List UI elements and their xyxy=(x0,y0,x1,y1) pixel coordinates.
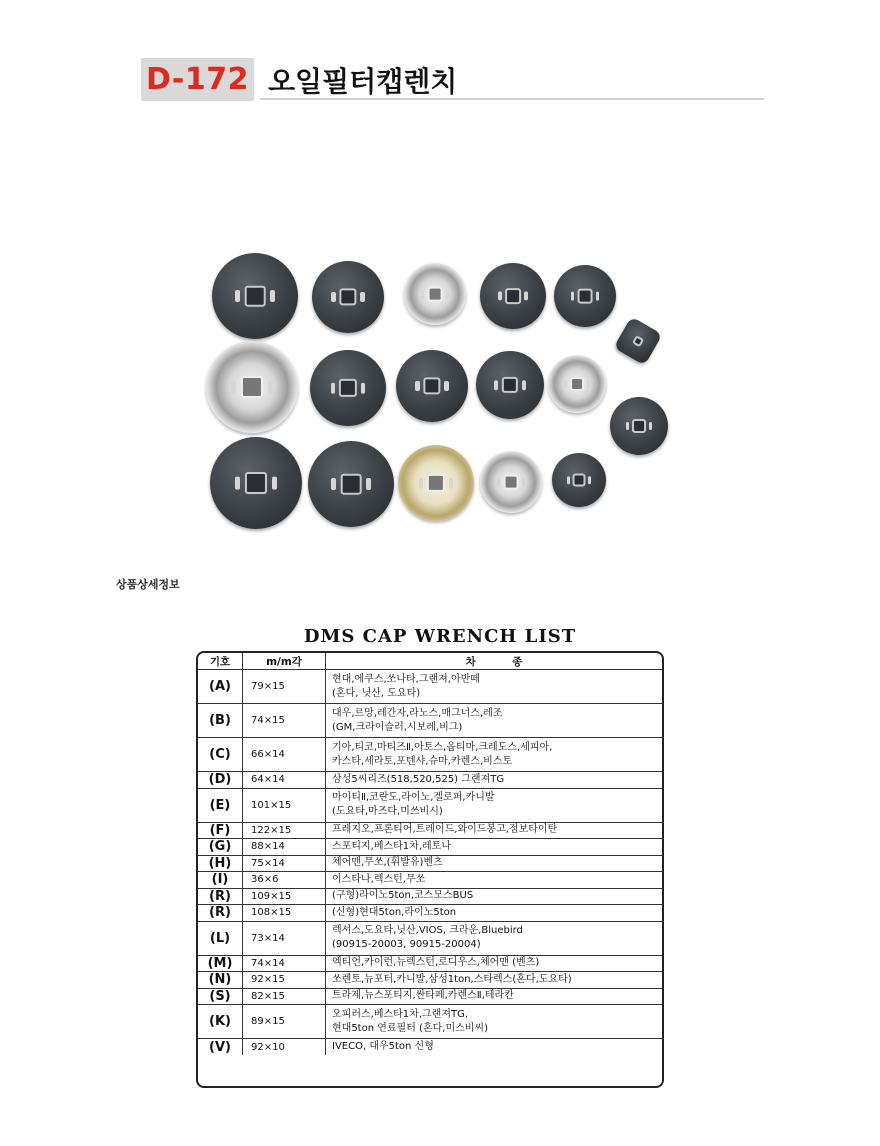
cell-size: 79×15 xyxy=(243,670,326,704)
cap-wrench-image xyxy=(552,453,606,507)
cell-size: 75×14 xyxy=(243,855,326,872)
cell-cars: 체어맨,무쏘,(휘발유)벤츠 xyxy=(326,855,663,872)
cell-size: 73×14 xyxy=(243,921,326,955)
product-code-badge xyxy=(141,58,254,101)
cell-size: 108×15 xyxy=(243,905,326,922)
product-photo xyxy=(200,245,680,535)
table-row xyxy=(198,704,662,738)
cap-wrench-image xyxy=(210,437,302,529)
table-row xyxy=(198,888,662,905)
cell-code: (E) xyxy=(198,788,243,822)
cell-size: 101×15 xyxy=(243,788,326,822)
wrench-list-table xyxy=(196,651,664,1088)
cell-code: (I) xyxy=(198,872,243,889)
table-row xyxy=(198,921,662,955)
cap-wrench-image xyxy=(404,263,466,325)
cell-size: 92×10 xyxy=(243,1039,326,1056)
cell-code: (L) xyxy=(198,921,243,955)
cap-wrench-image xyxy=(212,253,298,339)
table-row xyxy=(198,955,662,972)
cell-code: (F) xyxy=(198,822,243,839)
cell-size: 74×14 xyxy=(243,955,326,972)
table-header-row xyxy=(198,653,662,670)
table-row xyxy=(198,670,662,704)
cell-code: (K) xyxy=(198,1005,243,1039)
cell-cars: 오피러스,베스타1차,그랜져TG, 현대5ton 연료필터 (혼다,미스비씨) xyxy=(326,1005,663,1039)
cell-cars: 트라제,뉴스포티지,싼타페,카렌스Ⅱ,테라칸 xyxy=(326,988,663,1005)
cell-cars: 쏘렌토,뉴포터,카니발,삼성1ton,스타렉스(혼다,도요타) xyxy=(326,972,663,989)
title-underline xyxy=(260,98,764,100)
column-header-code: 기호 xyxy=(198,653,243,670)
cell-size: 82×15 xyxy=(243,988,326,1005)
wrench-list-title: DMS CAP WRENCH LIST xyxy=(303,626,577,647)
column-header-vehicles: 차 종 xyxy=(326,653,663,670)
cell-cars: 삼성5씨리즈(518,520,525) 그랜져TG xyxy=(326,772,663,789)
cell-code: (S) xyxy=(198,988,243,1005)
cell-code: (B) xyxy=(198,704,243,738)
table-row xyxy=(198,1039,662,1056)
cell-code: (R) xyxy=(198,905,243,922)
cell-cars: 마이티Ⅱ,코란도,라이노,겔로퍼,카니발 (도요타,마즈다,미쓰비시) xyxy=(326,788,663,822)
table-row xyxy=(198,855,662,872)
cell-cars: 기아,티코,마티즈Ⅱ,아토스,옵티마,크레도스,세피아, 카스타,세라토,포텐샤,슈마,카렌스,비스토 xyxy=(326,738,663,772)
cell-code: (N) xyxy=(198,972,243,989)
cell-code: (A) xyxy=(198,670,243,704)
cell-cars: 현대,에쿠스,쏘나타,그랜져,아반떼 (혼다, 닛산, 도요타) xyxy=(326,670,663,704)
table-row xyxy=(198,972,662,989)
cap-wrench-image xyxy=(312,261,384,333)
table-row xyxy=(198,839,662,856)
cell-cars: IVECO, 대우5ton 신형 xyxy=(326,1039,663,1056)
cap-wrench-image xyxy=(476,351,544,419)
cap-wrench-image xyxy=(480,263,546,329)
cell-code: (G) xyxy=(198,839,243,856)
table-row xyxy=(198,1005,662,1039)
product-code: D-172 xyxy=(145,62,250,97)
cap-wrench-image xyxy=(396,350,468,422)
table-row xyxy=(198,872,662,889)
cell-cars: 렉서스,도요타,닛산,VIOS, 크라운,Bluebird (90915-20003, 90915-20004) xyxy=(326,921,663,955)
cell-cars: 프레지오,프론티어,트레이드,와이드봉고,점보타이탄 xyxy=(326,822,663,839)
cell-size: 109×15 xyxy=(243,888,326,905)
cap-wrench-image xyxy=(610,397,668,455)
cell-cars: 스포티지,베스타1차,레토나 xyxy=(326,839,663,856)
cell-code: (V) xyxy=(198,1039,243,1056)
column-header-size: m/m각 xyxy=(243,653,326,670)
cell-code: (C) xyxy=(198,738,243,772)
cap-wrench-image xyxy=(548,355,606,413)
cell-cars: (구형)라이노5ton,코스모스BUS xyxy=(326,888,663,905)
cell-size: 36×6 xyxy=(243,872,326,889)
cell-size: 122×15 xyxy=(243,822,326,839)
cap-wrench-image xyxy=(480,451,542,513)
cell-cars: 엑티언,카이런,뉴렉스턴,로디우스,체어맨 (벤츠) xyxy=(326,955,663,972)
cell-cars: (신형)현대5ton,라이노5ton xyxy=(326,905,663,922)
cell-cars: 대우,르망,레간자,라노스,매그너스,레조 (GM,크라이슬러,시보레,비그) xyxy=(326,704,663,738)
table-row xyxy=(198,822,662,839)
cell-code: (D) xyxy=(198,772,243,789)
product-title: 오일필터캡렌치 xyxy=(268,65,458,98)
cap-wrench-image xyxy=(398,445,474,521)
cell-cars: 이스타나,렉스턴,무쏘 xyxy=(326,872,663,889)
cell-size: 74×15 xyxy=(243,704,326,738)
table-row xyxy=(198,772,662,789)
table-row xyxy=(198,988,662,1005)
cell-size: 64×14 xyxy=(243,772,326,789)
cell-size: 88×14 xyxy=(243,839,326,856)
cap-wrench-image xyxy=(310,350,386,426)
cell-size: 66×14 xyxy=(243,738,326,772)
table-row xyxy=(198,788,662,822)
cell-code: (H) xyxy=(198,855,243,872)
cap-wrench-image xyxy=(613,316,662,365)
table-row xyxy=(198,905,662,922)
table-row xyxy=(198,738,662,772)
cell-code: (M) xyxy=(198,955,243,972)
product-detail-label: 상품상세정보 xyxy=(116,578,180,591)
cap-wrench-image xyxy=(308,441,394,527)
cell-code: (R) xyxy=(198,888,243,905)
cap-wrench-image xyxy=(554,265,616,327)
cap-wrench-image xyxy=(206,341,298,433)
cell-size: 92×15 xyxy=(243,972,326,989)
cell-size: 89×15 xyxy=(243,1005,326,1039)
